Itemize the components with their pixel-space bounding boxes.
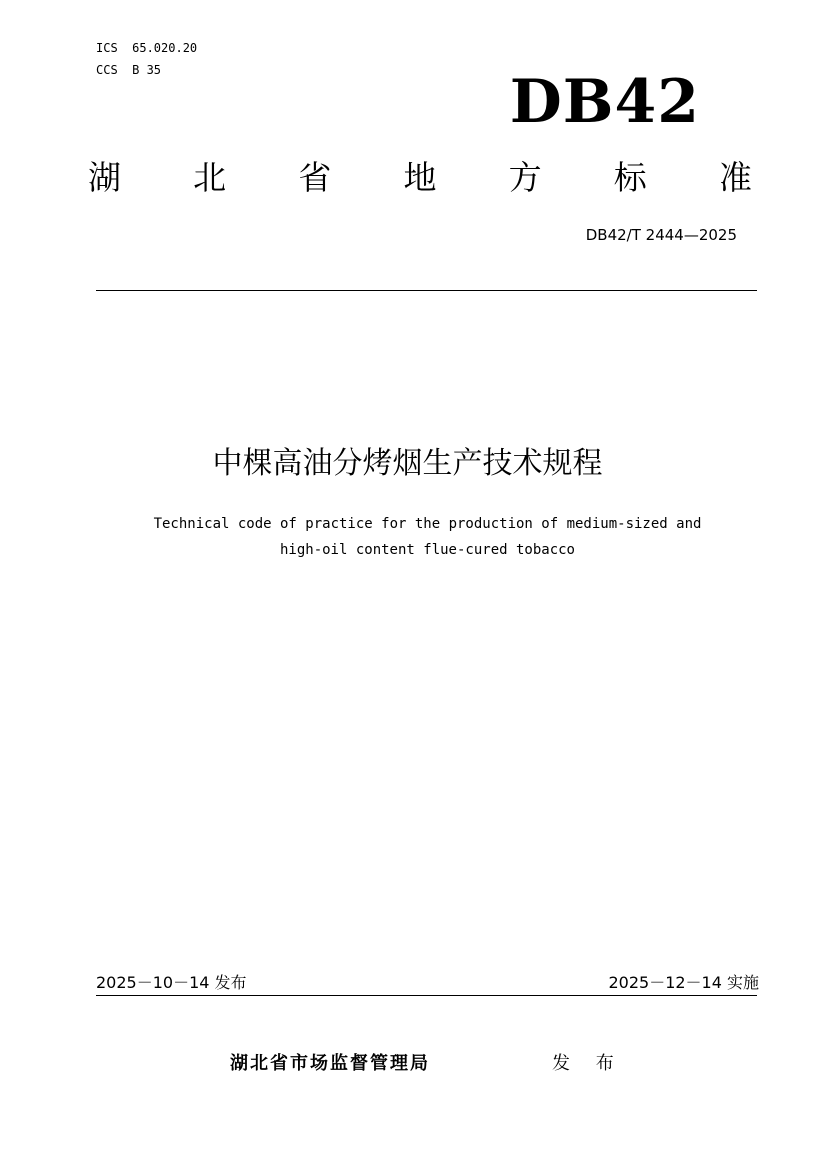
standard-type-char: 标 xyxy=(613,158,647,197)
standard-type-char: 北 xyxy=(193,158,227,197)
standard-type-char: 省 xyxy=(298,158,332,197)
ics-code: ICS 65.020.20 xyxy=(96,41,198,55)
header-divider xyxy=(96,290,757,291)
issue-date: 2025－10－14 发布 xyxy=(96,973,247,992)
document-title-en-line-2: high-oil content flue-cured tobacco xyxy=(279,542,575,558)
footer-divider xyxy=(96,995,757,996)
issuing-authority: 湖北省市场监督管理局 xyxy=(230,1053,430,1074)
document-title-zh: 中棵高油分烤烟生产技术规程 xyxy=(212,446,603,481)
standard-number: DB42/T 2444—2025 xyxy=(585,226,737,244)
publish-label: 发 布 xyxy=(552,1053,624,1074)
standard-type-char: 地 xyxy=(403,158,437,197)
standard-code: DB42 xyxy=(509,67,700,137)
standard-type-char: 湖 xyxy=(88,158,121,197)
document-title-en-line-1: Technical code of practice for the production of medium-sized and xyxy=(153,516,702,532)
ccs-code: CCS B 35 xyxy=(96,63,162,77)
implementation-date: 2025－12－14 实施 xyxy=(608,973,759,992)
standard-type-char: 方 xyxy=(508,158,542,197)
standard-type xyxy=(88,156,752,200)
standard-type-char: 准 xyxy=(718,158,752,197)
